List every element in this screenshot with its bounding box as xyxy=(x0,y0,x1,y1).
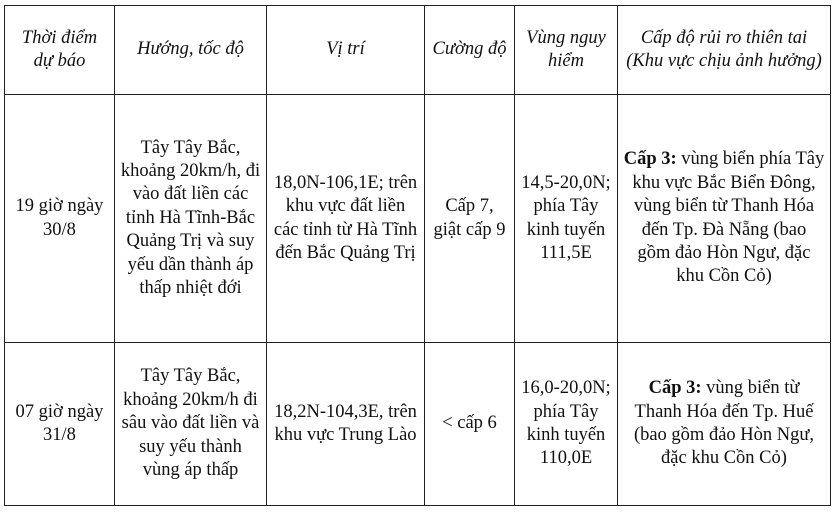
cell-forecast-time: 07 giờ ngày 31/8 xyxy=(5,343,115,506)
header-forecast-time: Thời điểm dự báo xyxy=(5,6,115,95)
table-row xyxy=(5,343,831,506)
cell-direction-speed: Tây Tây Bắc, khoảng 20km/h đi sâu vào đất liền và suy yếu thành vùng áp thấp xyxy=(115,343,267,506)
header-risk-level: Cấp độ rủi ro thiên tai (Khu vực chịu ảnh hưởng) xyxy=(618,6,831,95)
forecast-table xyxy=(4,5,831,506)
cell-risk-level xyxy=(618,343,831,506)
risk-level-label: Cấp 3: xyxy=(623,149,677,170)
cell-danger-zone: 16,0-20,0N; phía Tây kinh tuyến 110,0E xyxy=(515,343,618,506)
header-danger-zone: Vùng nguy hiểm xyxy=(515,6,618,95)
cell-risk-level xyxy=(618,95,831,343)
cell-intensity: Cấp 7, giật cấp 9 xyxy=(425,95,515,343)
cell-position: 18,2N-104,3E, trên khu vực Trung Lào xyxy=(267,343,425,506)
header-position: Vị trí xyxy=(267,6,425,95)
cell-danger-zone: 14,5-20,0N; phía Tây kinh tuyến 111,5E xyxy=(515,95,618,343)
cell-direction-speed: Tây Tây Bắc, khoảng 20km/h, đi vào đất liền các tỉnh Hà Tĩnh-Bắc Quảng Trị và suy yếu dần thành áp thấp nhiệt đới xyxy=(115,95,267,343)
table-row xyxy=(5,95,831,343)
risk-area-text: vùng biển phía Tây khu vực Bắc Biển Đông, vùng biển từ Thanh Hóa đến Tp. Đà Nẵng (bao gồm đảo Hòn Ngư, đặc khu Cồn Cỏ) xyxy=(632,149,825,287)
header-direction-speed: Hướng, tốc độ xyxy=(115,6,267,95)
cell-position: 18,0N-106,1E; trên khu vực đất liền các tỉnh từ Hà Tĩnh đến Bắc Quảng Trị xyxy=(267,95,425,343)
cell-forecast-time: 19 giờ ngày 30/8 xyxy=(5,95,115,343)
risk-area-text: vùng biển từ Thanh Hóa đến Tp. Huế (bao gồm đảo Hòn Ngư, đặc khu Cồn Cỏ) xyxy=(633,378,815,469)
risk-level-label: Cấp 3: xyxy=(648,378,702,399)
header-intensity: Cường độ xyxy=(425,6,515,95)
cell-intensity: < cấp 6 xyxy=(425,343,515,506)
table-header-row xyxy=(5,6,831,95)
